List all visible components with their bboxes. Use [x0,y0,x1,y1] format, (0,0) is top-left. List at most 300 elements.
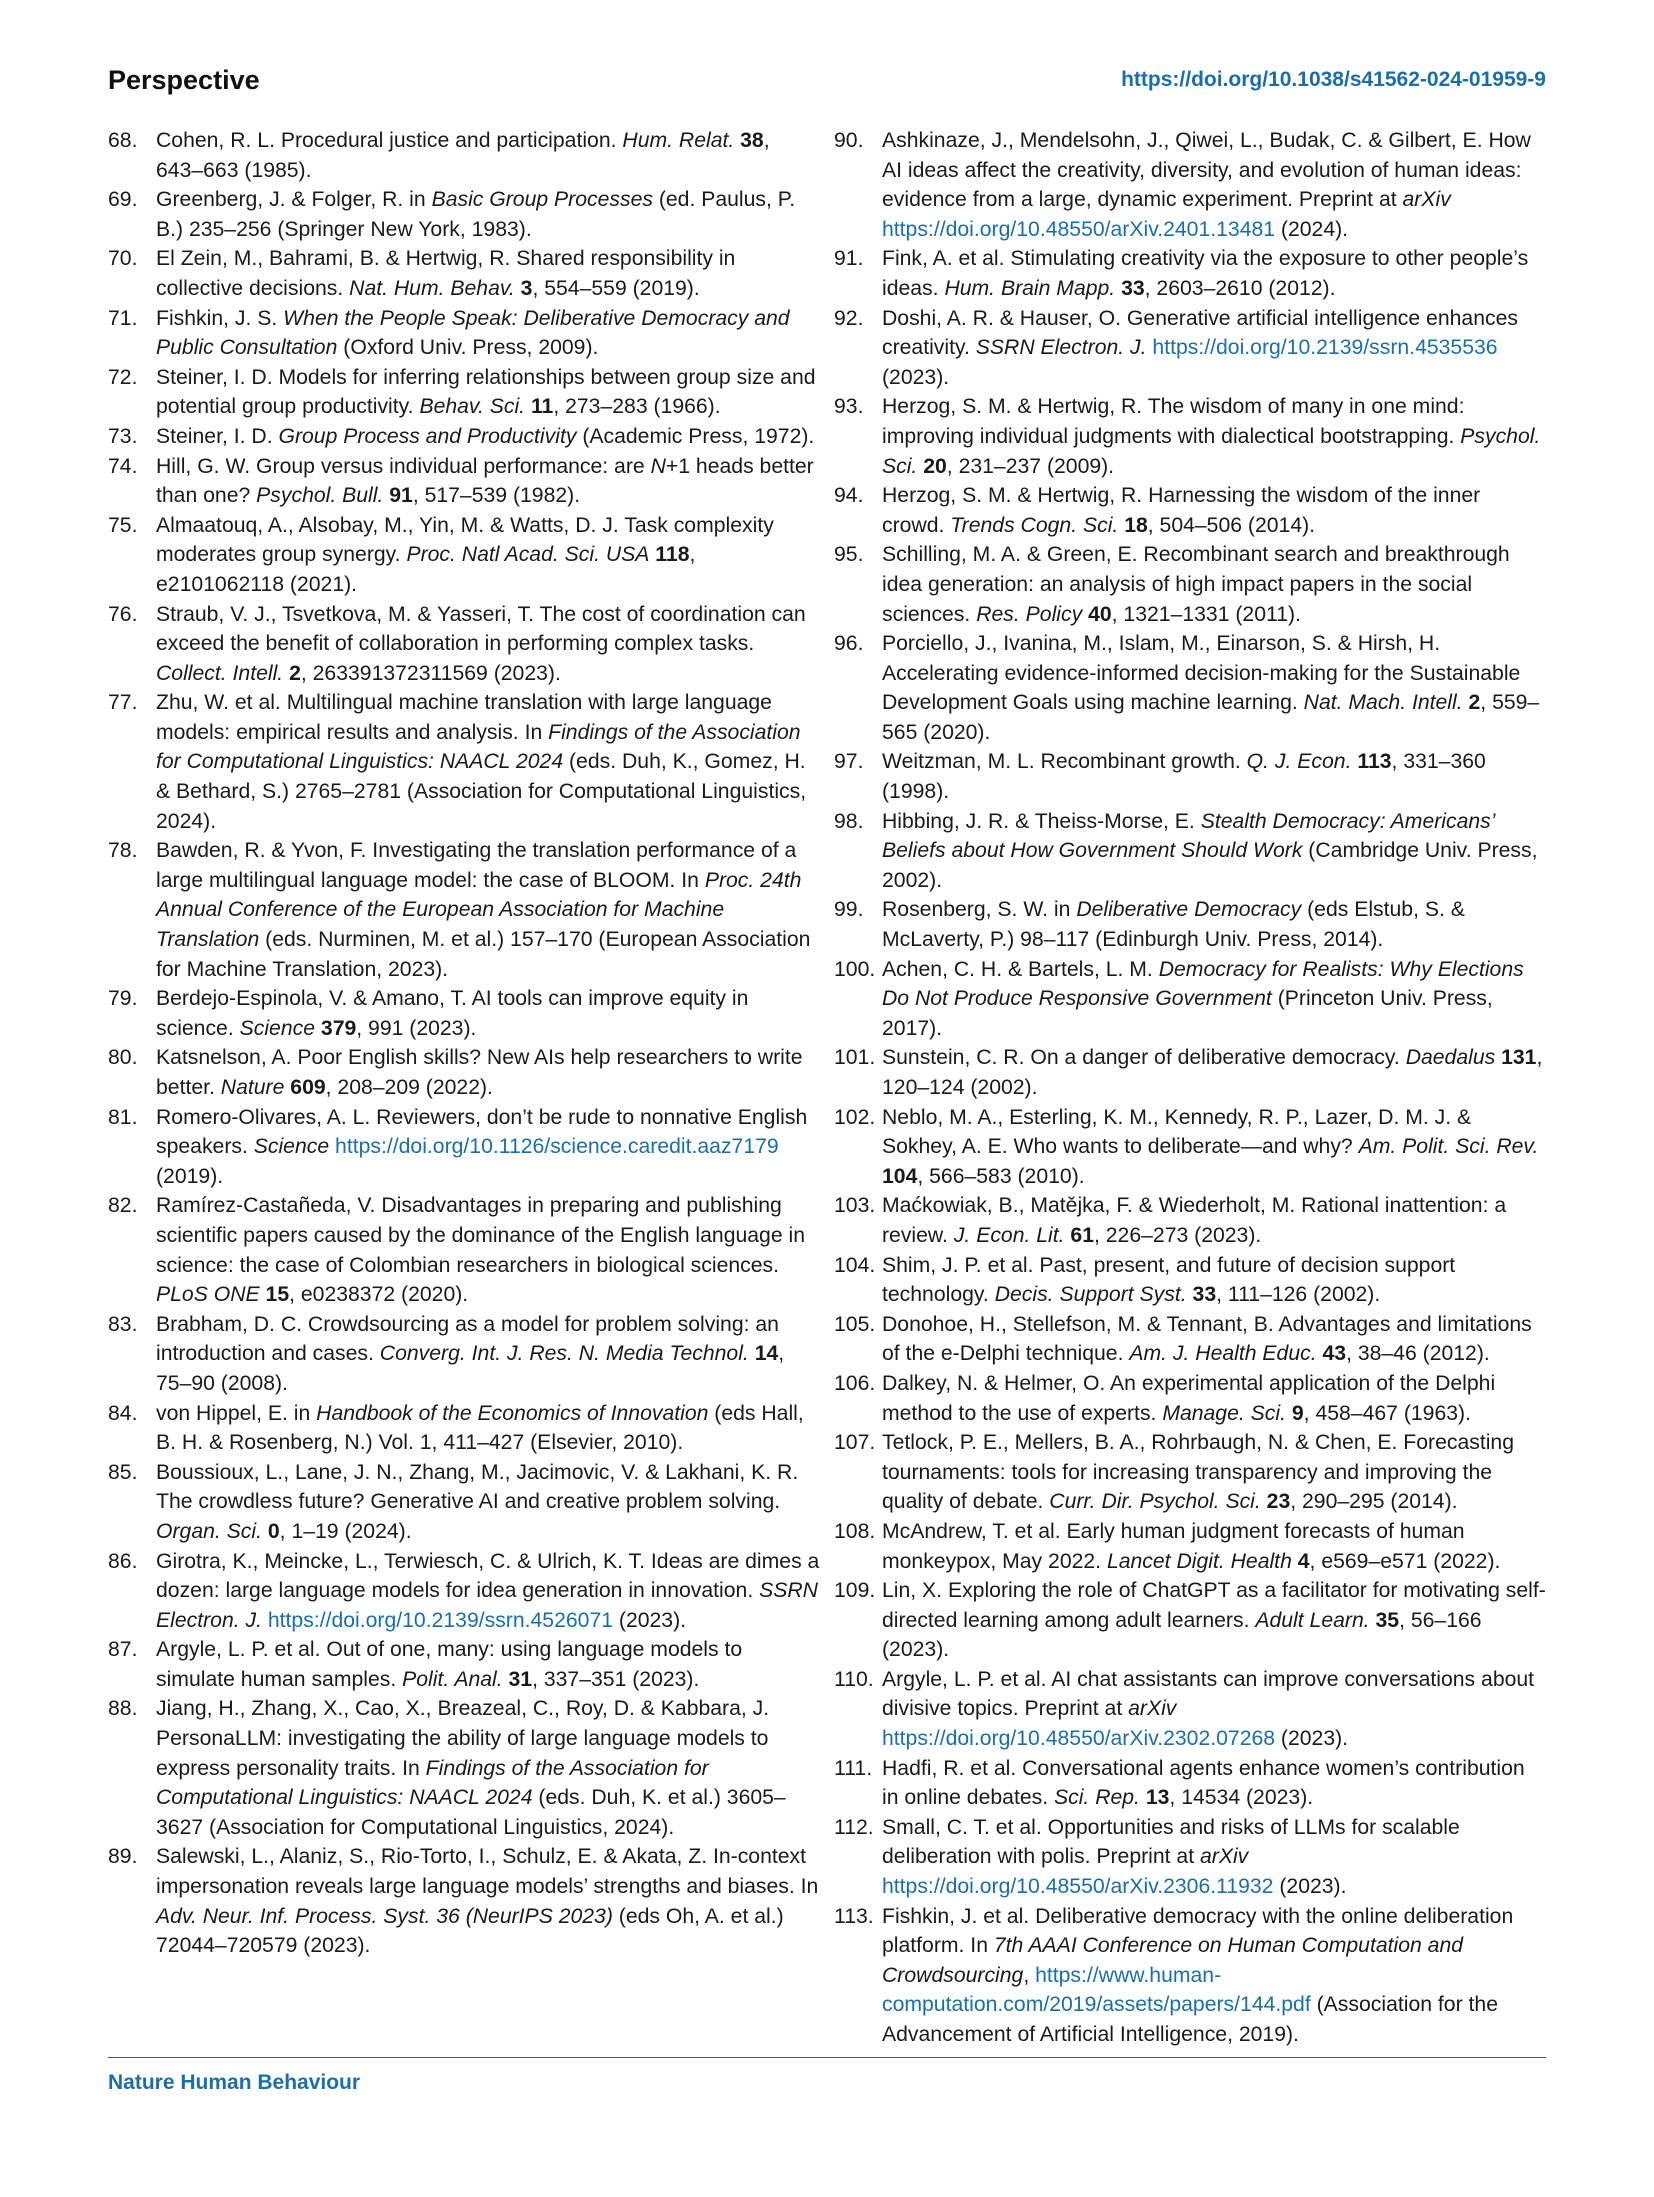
reference-text [882,1428,1546,1517]
reference-volume: 13 [1145,1786,1170,1810]
reference-text-segment: (eds Oh, A. et al.) 72044–720579 (2023). [156,1904,784,1958]
reference-volume: 38 [740,129,764,152]
reference-text [156,422,820,452]
reference-text [156,1635,820,1694]
reference-text-segment: , 14534 (2023). [1169,1786,1314,1810]
reference-volume: 33 [1121,276,1145,300]
reference-item [834,1902,1546,2050]
reference-link[interactable]: https://doi.org/10.48550/arXiv.2401.13481 [882,217,1276,241]
reference-number: 88. [108,1697,138,1721]
reference-number: 100. [834,957,876,981]
reference-link[interactable]: https://doi.org/10.48550/arXiv.2302.07268 [882,1727,1276,1751]
reference-text-segment: Fishkin, J. S. [156,306,284,330]
reference-text-segment: (2023). [1275,1727,1349,1751]
reference-text-segment: , 331–360 (1998). [882,750,1486,804]
reference-text [156,984,820,1043]
reference-number: 73. [108,424,138,448]
reference-italic-text: Daedalus [1405,1046,1496,1070]
reference-text-segment: (2023). [882,365,950,389]
references-column-left [108,126,820,2057]
reference-text-segment: (eds. Duh, K. et al.) 3605–3627 (Association for Computational Linguistics, 2024). [156,1786,786,1839]
reference-text-segment: , 231–237 (2009). [946,454,1115,478]
reference-text [882,629,1546,747]
reference-text-segment: Salewski, L., Alaniz, S., Rio-Torto, I., Schulz, E. & Akata, Z. In-context impersonation reveals large language models’ strengths and biases. In [156,1845,819,1899]
reference-text [882,1191,1546,1250]
reference-text-segment: , 517–539 (1982). [412,484,581,508]
reference-item [108,1103,820,1192]
reference-number: 112. [834,1815,874,1839]
reference-text-segment: Greenberg, J. & Folger, R. in [156,188,432,212]
reference-item [834,1251,1546,1310]
reference-text-segment: Hill, G. W. Group versus individual performance: are [156,454,651,478]
reference-text-segment: Sunstein, C. R. On a danger of deliberative democracy. [882,1046,1406,1070]
reference-number: 82. [108,1194,138,1218]
reference-volume: 43 [1322,1342,1347,1366]
reference-number: 69. [108,188,138,212]
reference-italic-text: Nat. Hum. Behav. [349,276,515,300]
page-header [108,60,1546,100]
reference-volume: 20 [923,454,947,478]
reference-italic-text: Collect. Intell. [156,661,284,685]
reference-number: 99. [834,898,864,922]
reference-item [834,895,1546,954]
reference-text-segment: , 208–209 (2022). [325,1076,493,1099]
reference-text [156,1399,820,1458]
reference-italic-text: Curr. Dir. Psychol. Sci. [1049,1490,1261,1514]
reference-text-segment: von Hippel, E. in [156,1401,317,1425]
reference-volume: 15 [265,1283,290,1307]
reference-item [834,1191,1546,1250]
reference-text-segment: , e569–e571 (2022). [1309,1549,1501,1573]
reference-text-segment: , 458–467 (1963). [1303,1401,1471,1425]
reference-number: 93. [834,395,864,419]
reference-number: 111. [834,1756,873,1780]
reference-text-segment: Herzog, S. M. & Hertwig, R. The wisdom of many in one mind: improving individual judgments with dialectical bootstrapping. [882,395,1465,448]
reference-text-segment: , 1–19 (2024). [279,1519,412,1543]
reference-text-segment: , 337–351 (2023). [532,1667,700,1691]
journal-name: Nature Human Behaviour [108,2071,361,2094]
reference-italic-text: Hum. Relat. [622,129,735,152]
reference-link[interactable]: https://www.human-computation.com/2019/assets/papers/144.pdf [882,1963,1311,2017]
reference-text-segment: , 226–273 (2023). [1094,1223,1262,1247]
reference-italic-text: Polit. Anal. [402,1667,503,1691]
reference-item [834,629,1546,747]
reference-item [108,126,820,185]
reference-text-segment: (2023). [1273,1875,1347,1899]
reference-italic-text: SSRN Electron. J. [975,336,1147,360]
reference-italic-text: arXiv [1128,1697,1177,1721]
reference-text [156,1547,820,1636]
reference-italic-text: Adult Learn. [1255,1608,1370,1632]
reference-italic-text: Organ. Sci. [156,1519,262,1543]
reference-text-segment: Hadfi, R. et al. Conversational agents enhance women’s contribution in online debates. [882,1756,1525,1810]
reference-item [834,1103,1546,1192]
reference-italic-text: Science [253,1135,330,1159]
reference-text-segment: Steiner, I. D. Models for inferring relationships between group size and potential group productivity. [156,365,816,419]
reference-text [156,600,820,689]
reference-number: 98. [834,809,864,833]
reference-italic-text: PLoS ONE [156,1283,260,1307]
reference-text [882,895,1546,954]
reference-volume: 9 [1291,1401,1304,1425]
reference-number: 109. [834,1579,876,1603]
reference-item [834,1576,1546,1665]
reference-volume: 40 [1088,602,1112,626]
reference-italic-text: arXiv [1402,188,1451,212]
reference-number: 90. [834,129,864,152]
reference-text [882,1576,1546,1665]
reference-number: 103. [834,1194,876,1218]
reference-item [834,244,1546,303]
reference-text [156,1458,820,1547]
reference-number: 95. [834,543,864,567]
reference-text [882,1103,1546,1192]
reference-italic-text: 7th AAAI Conference on Human Computation and Crowdsourcing [882,1934,1464,1987]
reference-item [108,836,820,984]
reference-text [882,747,1546,806]
reference-text [882,807,1546,896]
reference-text-segment: Zhu, W. et al. Multilingual machine translation with large language models: empirical results and analysis. In [156,691,772,744]
reference-item [108,185,820,244]
reference-number: 104. [834,1253,876,1277]
reference-text-segment: Ramírez-Castañeda, V. Disadvantages in preparing and publishing scientific papers caused by the dominance of the English language in science: the case of Colombian researchers in biological sciences. [156,1194,805,1277]
reference-text-segment: , 290–295 (2014). [1290,1490,1458,1514]
reference-number: 68. [108,129,138,152]
reference-volume: 3 [520,276,533,300]
reference-item [834,540,1546,629]
reference-italic-text: Handbook of the Economics of Innovation [316,1401,709,1425]
reference-volume: 35 [1375,1608,1400,1632]
reference-number: 108. [834,1519,876,1543]
reference-italic-text: Proc. Natl Acad. Sci. USA [406,543,650,567]
reference-text [882,1754,1546,1813]
reference-volume: 118 [655,543,690,567]
reference-text-segment: Fink, A. et al. Stimulating creativity via the exposure to other people’s ideas. [882,247,1529,300]
reference-text-segment: Achen, C. H. & Bartels, L. M. [882,957,1159,981]
reference-number: 94. [834,484,864,508]
reference-text-segment: , 2603–2610 (2012). [1144,276,1336,300]
reference-item [108,304,820,363]
reference-link[interactable]: https://doi.org/10.48550/arXiv.2306.11932 [882,1875,1274,1899]
reference-text-segment: Bawden, R. & Yvon, F. Investigating the translation performance of a large multilingual language model: the case of BLOOM. In [156,839,797,892]
reference-number: 101. [834,1046,876,1070]
reference-text-segment: Herzog, S. M. & Hertwig, R. Harnessing the wisdom of the inner crowd. [882,484,1481,537]
reference-text-segment: (2023). [613,1608,687,1632]
reference-text-segment: Hibbing, J. R. & Theiss-Morse, E. [882,809,1201,833]
reference-number: 91. [834,247,864,271]
reference-volume: 11 [530,395,554,419]
reference-text-segment: Brabham, D. C. Crowdsourcing as a model for problem solving: an introduction and cases. [156,1312,779,1366]
reference-item [834,1813,1546,1902]
reference-italic-text: Proc. 24th Annual Conference of the European Association for Machine Translation [156,868,802,952]
reference-item [108,984,820,1043]
reference-number: 77. [108,691,138,715]
reference-number: 113. [834,1904,874,1928]
reference-text [882,1813,1546,1902]
reference-item [834,304,1546,393]
reference-volume: 113 [1357,750,1392,774]
reference-italic-text: Res. Policy [976,602,1083,626]
reference-item [108,688,820,836]
reference-number: 102. [834,1105,876,1129]
reference-text-segment: Jiang, H., Zhang, X., Cao, X., Breazeal, C., Roy, D. & Kabbara, J. PersonaLLM: investigating the ability of large language models to express personality traits. In [156,1697,770,1780]
reference-item [108,1458,820,1547]
reference-italic-text: Psychol. Sci. [882,424,1541,478]
reference-text-segment: (eds. Nurminen, M. et al.) 157–170 (European Association for Machine Translation, 2023). [156,928,811,981]
reference-text [156,836,820,984]
reference-item [108,1191,820,1309]
reference-text-segment: Porciello, J., Ivanina, M., Islam, M., Einarson, S. & Hirsh, H. Accelerating evidence-informed decision-making for the Sustainable Development Goals using machine learning. [882,632,1521,715]
reference-volume: 2 [1468,691,1481,715]
reference-item [834,126,1546,244]
reference-text [882,540,1546,629]
reference-number: 89. [108,1845,138,1869]
reference-volume: 61 [1070,1223,1094,1247]
reference-text [882,1517,1546,1576]
reference-number: 85. [108,1460,138,1484]
reference-volume: 2 [289,661,301,685]
reference-item [108,452,820,511]
reference-text [156,1694,820,1842]
reference-text-segment: Argyle, L. P. et al. Out of one, many: using language models to simulate human samples. [156,1638,743,1691]
reference-text [882,1902,1546,2050]
reference-item [108,1310,820,1399]
reference-italic-text: Deliberative Democracy [1076,898,1302,922]
reference-text [156,244,820,303]
reference-text-segment: , 643–663 (1985). [156,129,770,182]
reference-text-segment: Ashkinaze, J., Mendelsohn, J., Qiwei, L., Budak, C. & Gilbert, E. How AI ideas affect the creativity, diversity, and evolution of human ideas: evidence from a large, dynamic experiment. Preprint at [882,129,1531,212]
reference-text [156,452,820,511]
reference-volume: 91 [389,484,413,508]
reference-text-segment: Weitzman, M. L. Recombinant growth. [882,750,1247,774]
reference-italic-text: Trends Cogn. Sci. [950,513,1119,537]
reference-text-segment: , 56–166 (2023). [882,1608,1482,1662]
reference-italic-text: When the People Speak: Deliberative Democracy and Public Consultation [156,306,790,360]
reference-text-segment: (eds. Duh, K., Gomez, H. & Bethard, S.) 2765–2781 (Association for Computational Linguistics, 2024). [156,750,807,833]
reference-italic-text: Decis. Support Syst. [994,1283,1187,1307]
reference-volume: 4 [1297,1549,1310,1573]
reference-item [108,600,820,689]
references-body [108,126,1546,2057]
reference-italic-text: J. Econ. Lit. [953,1223,1065,1247]
reference-volume: 104 [882,1164,918,1188]
reference-item [108,422,820,452]
reference-text-segment: Argyle, L. P. et al. AI chat assistants can improve conversations about divisive topics. Preprint at [882,1667,1535,1721]
reference-number: 71. [108,306,138,330]
reference-text-segment: , [1023,1963,1036,1987]
reference-italic-text: Findings of the Association for Computational Linguistics: NAACL 2024 [156,1756,709,1810]
footer-divider [108,2057,1546,2058]
reference-italic-text: Basic Group Processes [431,188,653,212]
reference-text [882,392,1546,481]
reference-italic-text: Psychol. Bull. [256,484,384,508]
reference-text-segment: Dalkey, N. & Helmer, O. An experimental application of the Delphi method to the use of experts. [882,1371,1496,1425]
reference-italic-text: Nat. Mach. Intell. [1303,691,1463,715]
reference-text-segment: , 559–565 (2020). [882,691,1540,744]
reference-text-segment: , 554–559 (2019). [532,276,700,300]
reference-text-segment: Almaatouq, A., Alsobay, M., Yin, M. & Watts, D. J. Task complexity moderates group synergy. [156,513,774,567]
reference-number: 86. [108,1549,138,1573]
reference-number: 79. [108,987,138,1011]
reference-text [882,126,1546,244]
reference-text [156,185,820,244]
reference-number: 83. [108,1312,138,1336]
reference-text-segment: , 38–46 (2012). [1346,1342,1490,1366]
reference-text-segment: (eds Elstub, S. & McLaverty, P.) 98–117 (Edinburgh Univ. Press, 2014). [882,898,1465,952]
reference-number: 107. [834,1431,876,1455]
reference-text-segment: Lin, X. Exploring the role of ChatGPT as a facilitator for motivating self-directed learning among adult learners. [882,1579,1546,1632]
reference-item [834,955,1546,1044]
reference-item [834,1043,1546,1102]
reference-item [108,363,820,422]
reference-number: 96. [834,632,864,656]
reference-number: 78. [108,839,138,863]
reference-text-segment: , 273–283 (1966). [553,395,721,419]
reference-number: 81. [108,1105,138,1129]
reference-number: 97. [834,750,864,774]
reference-text-segment: , 111–126 (2002). [1216,1283,1381,1307]
reference-item [834,1369,1546,1428]
reference-item [108,1842,820,1960]
reference-text-segment: Cohen, R. L. Procedural justice and participation. [156,129,623,152]
reference-item [834,1310,1546,1369]
reference-item [834,807,1546,896]
reference-link[interactable]: https://doi.org/10.2139/ssrn.4526071 [267,1608,614,1632]
reference-number: 70. [108,247,138,271]
reference-text-segment: Small, C. T. et al. Opportunities and risks of LLMs for scalable deliberation with polis. Preprint at [882,1815,1460,1869]
reference-italic-text: Stealth Democracy: Americans’ Beliefs about How Government Should Work [882,809,1495,863]
reference-text-segment: Maćkowiak, B., Matějka, F. & Wiederholt, M. Rational inattention: a review. [882,1194,1507,1247]
reference-text-segment: +1 heads better than one? [156,454,814,508]
reference-text-segment: , 1321–1331 (2011). [1111,602,1301,626]
reference-text-segment: (Princeton Univ. Press, 2017). [882,987,1493,1040]
reference-italic-text: Converg. Int. J. Res. N. Media Technol. [379,1342,749,1366]
reference-italic-text: Adv. Neur. Inf. Process. Syst. 36 (NeurIPS 2023) [156,1904,613,1928]
reference-text [156,1310,820,1399]
reference-text-segment: (2019). [156,1164,224,1188]
reference-item [834,1665,1546,1754]
reference-text-segment: Fishkin, J. et al. Deliberative democracy with the online deliberation platform. In [882,1904,1514,1958]
reference-volume: 31 [508,1667,533,1691]
reference-number: 110. [834,1667,874,1691]
reference-text [156,511,820,600]
reference-item [108,1043,820,1102]
reference-text-segment: Doshi, A. R. & Hauser, O. Generative artificial intelligence enhances creativity. [882,306,1518,360]
reference-text [156,1842,820,1960]
reference-text [156,1191,820,1309]
reference-text-segment: (eds Hall, B. H. & Rosenberg, N.) Vol. 1, 411–427 (Elsevier, 2010). [156,1401,804,1455]
reference-italic-text: N [650,454,666,478]
reference-text-segment: Neblo, M. A., Esterling, K. M., Kennedy, R. P., Lazer, D. M. J. & Sokhey, A. E. Who wants to deliberate—and why? [882,1105,1472,1159]
reference-italic-text: Hum. Brain Mapp. [944,276,1116,300]
reference-item [108,1547,820,1636]
reference-text [156,688,820,836]
reference-text [156,1043,820,1102]
reference-text [156,1103,820,1192]
reference-text [882,1251,1546,1310]
reference-italic-text: SSRN Electron. J. [156,1579,818,1632]
reference-link[interactable]: https://doi.org/10.2139/ssrn.4535536 [1152,336,1498,360]
reference-number: 75. [108,513,138,537]
reference-number: 72. [108,365,138,389]
reference-text-segment: Tetlock, P. E., Mellers, B. A., Rohrbaugh, N. & Chen, E. Forecasting tournaments: tools for increasing transparency and improving the quality of debate. [882,1431,1514,1514]
reference-text-segment: (Cambridge Univ. Press, 2002). [882,839,1538,892]
references-column-right [834,126,1546,2057]
reference-text [882,244,1546,303]
doi-link[interactable]: https://doi.org/10.1038/s41562-024-01959-9 [1121,68,1546,91]
reference-item [834,747,1546,806]
reference-text [882,1043,1546,1102]
reference-link[interactable]: https://doi.org/10.1126/science.caredit.aaz7179 [335,1135,779,1159]
reference-text-segment: Berdejo-Espinola, V. & Amano, T. AI tools can improve equity in science. [156,987,749,1040]
reference-item [834,392,1546,481]
reference-item [108,511,820,600]
reference-italic-text: Q. J. Econ. [1246,750,1352,774]
reference-volume: 379 [320,1016,357,1040]
reference-text-segment: (Association for the Advancement of Artificial Intelligence, 2019). [882,1993,1498,2046]
reference-italic-text: Group Process and Productivity [278,424,577,448]
reference-text-segment: (2024). [1275,217,1349,241]
reference-text [156,304,820,363]
reference-text-segment: McAndrew, T. et al. Early human judgment forecasts of human monkeypox, May 2022. [882,1519,1465,1573]
reference-text-segment: Boussioux, L., Lane, J. N., Zhang, M., Jacimovic, V. & Lakhani, K. R. The crowdless future? Generative AI and creative problem solving. [156,1460,799,1514]
reference-text-segment: , 263391372311569 (2023). [300,661,561,685]
reference-italic-text: Science [239,1016,316,1040]
reference-number: 106. [834,1371,876,1395]
reference-number: 87. [108,1638,138,1662]
reference-item [108,244,820,303]
reference-text-segment: , 120–124 (2002). [882,1046,1543,1099]
reference-text [882,1369,1546,1428]
reference-number: 84. [108,1401,138,1425]
reference-italic-text: Am. Polit. Sci. Rev. [1358,1135,1539,1159]
reference-text-segment: El Zein, M., Bahrami, B. & Hertwig, R. Shared responsibility in collective decisions. [156,247,736,300]
reference-italic-text: Democracy for Realists: Why Elections Do Not Produce Responsive Government [882,957,1524,1011]
reference-number: 80. [108,1046,138,1070]
reference-text-segment: Romero-Olivares, A. L. Reviewers, don’t be rude to nonnative English speakers. [156,1105,808,1159]
reference-volume: 0 [267,1519,280,1543]
reference-text-segment: Rosenberg, S. W. in [882,898,1077,922]
reference-item [834,1517,1546,1576]
reference-text [882,304,1546,393]
reference-item [108,1635,820,1694]
reference-italic-text: Findings of the Association for Computational Linguistics: NAACL 2024 [156,720,801,774]
reference-italic-text: Lancet Digit. Health [1106,1549,1292,1573]
reference-number: 105. [834,1312,876,1336]
reference-number: 92. [834,306,864,330]
reference-number: 74. [108,454,138,478]
reference-italic-text: Am. J. Health Educ. [1129,1342,1317,1366]
reference-text-segment: , 991 (2023). [356,1016,477,1040]
reference-volume: 23 [1266,1490,1291,1514]
reference-italic-text: Manage. Sci. [1162,1401,1286,1425]
reference-italic-text: Sci. Rep. [1053,1786,1140,1810]
reference-volume: 131 [1501,1046,1537,1070]
reference-italic-text: Behav. Sci. [419,395,526,419]
reference-text-segment: (ed. Paulus, P. B.) 235–256 (Springer New York, 1983). [156,188,796,241]
section-title: Perspective [108,64,260,95]
reference-text-segment: , e0238372 (2020). [289,1283,469,1307]
reference-text-segment: , 75–90 (2008). [156,1342,785,1395]
reference-text-segment: , e2101062118 (2021). [156,543,696,596]
reference-text [882,481,1546,540]
reference-text-segment: Straub, V. J., Tsvetkova, M. & Yasseri, T. The cost of coordination can exceed the benefit of collaboration in performing complex tasks. [156,602,806,656]
reference-text-segment: Donohoe, H., Stellefson, M. & Tennant, B. Advantages and limitations of the e-Delphi technique. [882,1312,1532,1366]
reference-volume: 18 [1124,513,1148,537]
reference-text-segment: Schilling, M. A. & Green, E. Recombinant search and breakthrough idea generation: an analysis of high impact papers in the social sciences. [882,543,1510,626]
reference-text-segment: Steiner, I. D. [156,424,279,448]
reference-text [882,1310,1546,1369]
